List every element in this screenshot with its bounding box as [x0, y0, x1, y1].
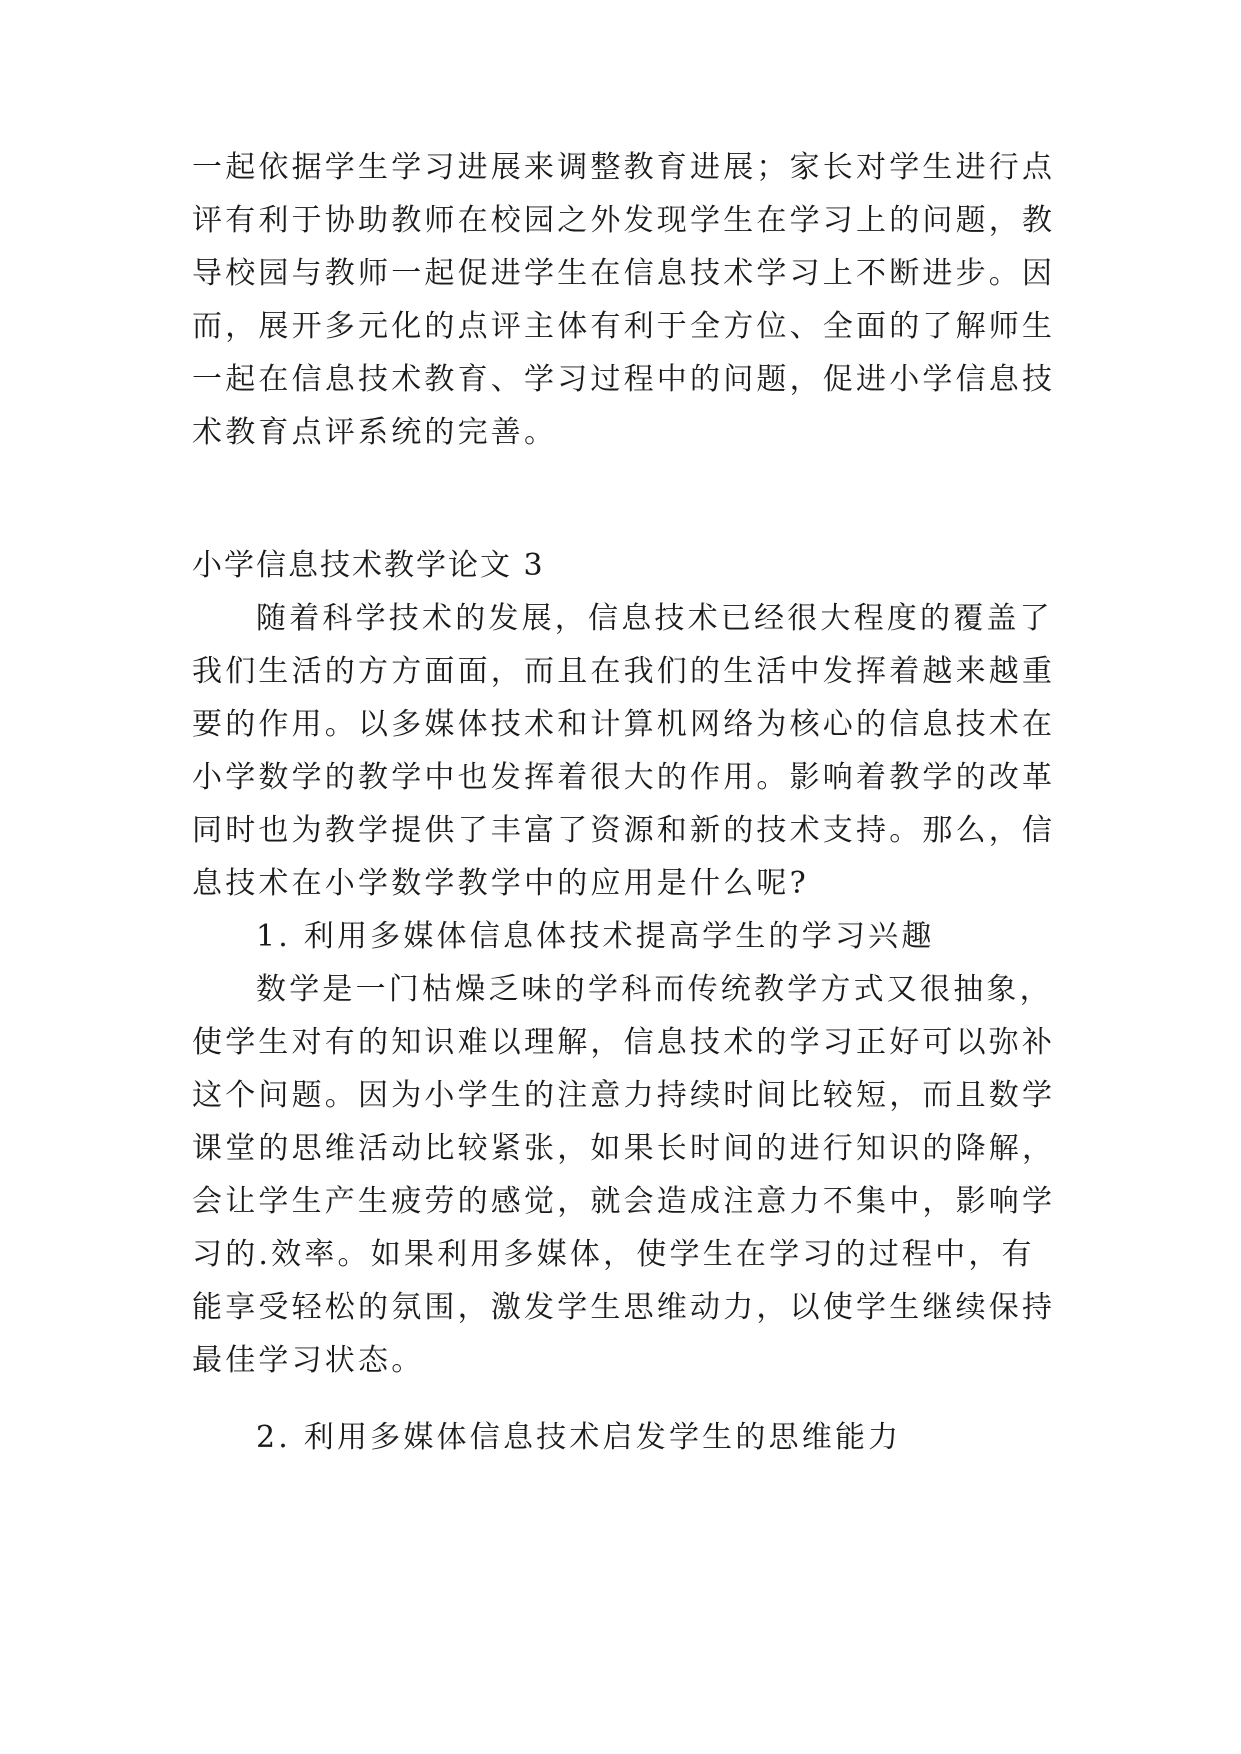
paragraph-line: 习的.效率。如果利用多媒体，使学生在学习的过程中，有: [192, 1237, 1035, 1272]
paragraph-line: 数学是一门枯燥乏味的学科而传统教学方式又很抽象，: [256, 972, 1053, 1007]
paragraph-line: 随着科学技术的发展，信息技术已经很大程度的覆盖了: [256, 601, 1053, 636]
paragraph-line: 同时也为教学提供了丰富了资源和新的技术支持。那么，信: [192, 813, 1056, 848]
paragraph-line: 能享受轻松的氛围，激发学生思维动力，以使学生继续保持: [192, 1290, 1056, 1325]
paragraph-line: 最佳学习状态。: [192, 1343, 425, 1378]
paragraph-line: 一起依据学生学习进展来调整教育进展；家长对学生进行点: [192, 150, 1056, 185]
paragraph-line: 会让学生产生疲劳的感觉，就会造成注意力不集中，影响学: [192, 1184, 1056, 1219]
paragraph-line: 使学生对有的知识难以理解，信息技术的学习正好可以弥补: [192, 1025, 1056, 1060]
paragraph-line: 我们生活的方方面面，而且在我们的生活中发挥着越来越重: [192, 654, 1056, 689]
paragraph-line: 一起在信息技术教育、学习过程中的问题，促进小学信息技: [192, 362, 1056, 397]
list-item-title: 2. 利用多媒体信息技术启发学生的思维能力: [256, 1420, 902, 1455]
list-item-title: 1. 利用多媒体信息体技术提高学生的学习兴趣: [256, 919, 935, 954]
paragraph-line: 要的作用。以多媒体技术和计算机网络为核心的信息技术在: [192, 707, 1056, 742]
paragraph-line: 课堂的思维活动比较紧张，如果长时间的进行知识的降解，: [192, 1131, 1056, 1166]
paragraph-line: 这个问题。因为小学生的注意力持续时间比较短，而且数学: [192, 1078, 1056, 1113]
paragraph-line: 导校园与教师一起促进学生在信息技术学习上不断进步。因: [192, 256, 1056, 291]
paragraph-line: 小学数学的教学中也发挥着很大的作用。影响着教学的改革: [192, 760, 1056, 795]
paragraph-line: 术教育点评系统的完善。: [192, 415, 558, 450]
paragraph-line: 评有利于协助教师在校园之外发现学生在学习上的问题，教: [192, 203, 1056, 238]
paragraph-line: 息技术在小学数学教学中的应用是什么呢?: [192, 866, 809, 901]
paragraph-line: 而，展开多元化的点评主体有利于全方位、全面的了解师生: [192, 309, 1056, 344]
section-heading: 小学信息技术教学论文 3: [192, 548, 545, 583]
